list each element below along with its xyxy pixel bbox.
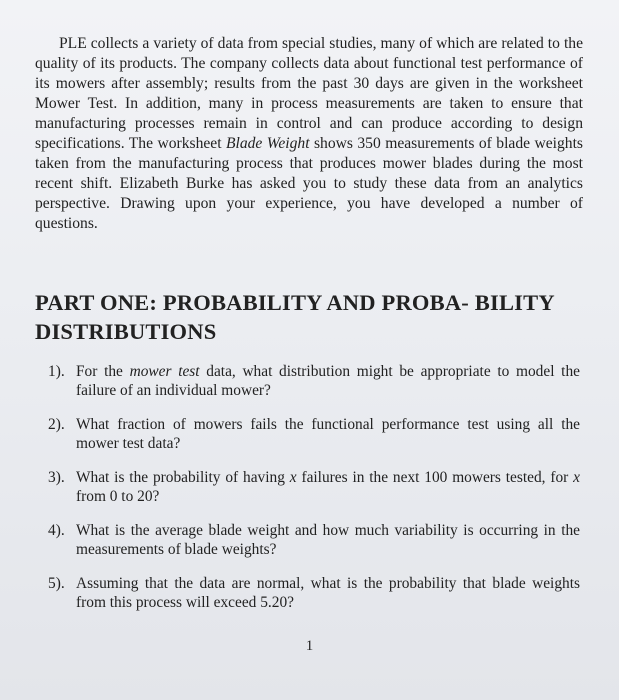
- question-text-italic: x: [289, 469, 297, 486]
- intro-text-part1: PLE collects a variety of data from special studies, many of which are related to the quality of its products. The company collects data about functional test performance of its mowers after assembly; results from the past 30 days are given in the worksheet Mower Test. In addition, many in process measurements are taken to ensure that manufacturing processes remain in control and can produce according to design specifications. The worksheet: [35, 35, 583, 152]
- question-text-post: data, what distribution might be appropriate to model the failure of an individual mower?: [76, 363, 580, 399]
- question-text: What fraction of mowers fails the functional performance test using all the mower test data?: [76, 416, 580, 452]
- question-text-post: from 0 to 20?: [76, 488, 160, 505]
- question-item-3: [48, 468, 580, 506]
- intro-text-part2: shows 350 measurements of blade weights taken from the manufacturing process that produces mower blades during the most recent shift. Elizabeth Burke has asked you to study these data from an analytics perspective. Drawing upon your experience, you have developed a number of questions.: [35, 135, 583, 232]
- question-text-italic: x: [573, 469, 581, 486]
- question-item-4: [48, 521, 580, 559]
- question-text: What is the average blade weight and how much variability is occurring in the measurements of blade weights?: [76, 522, 580, 558]
- question-list: [48, 362, 580, 627]
- question-number: 4).: [48, 522, 65, 539]
- intro-paragraph: [35, 34, 583, 234]
- question-item-1: [48, 362, 580, 400]
- question-item-5: [48, 574, 580, 612]
- question-text: [76, 362, 580, 400]
- question-number: 5).: [48, 575, 65, 592]
- question-number: 3).: [48, 469, 65, 486]
- question-text-pre: For the: [76, 363, 130, 380]
- page-number: 1: [305, 638, 314, 654]
- question-number: 1).: [48, 363, 65, 380]
- question-number: 2).: [48, 416, 65, 433]
- question-item-2: [48, 415, 580, 453]
- intro-text-italic: Blade Weight: [225, 135, 310, 152]
- question-text-italic: mower test: [129, 363, 200, 380]
- question-text: Assuming that the data are normal, what is the probability that blade weights from this process will exceed 5.20?: [76, 575, 580, 611]
- question-text-post: failures in the next 100 mowers tested, for: [296, 469, 574, 486]
- question-text: [76, 468, 580, 506]
- question-text-pre: What is the probability of having: [76, 469, 290, 486]
- section-heading: PART ONE: PROBABILITY AND PROBA- BILITY DISTRIBUTIONS: [35, 290, 554, 344]
